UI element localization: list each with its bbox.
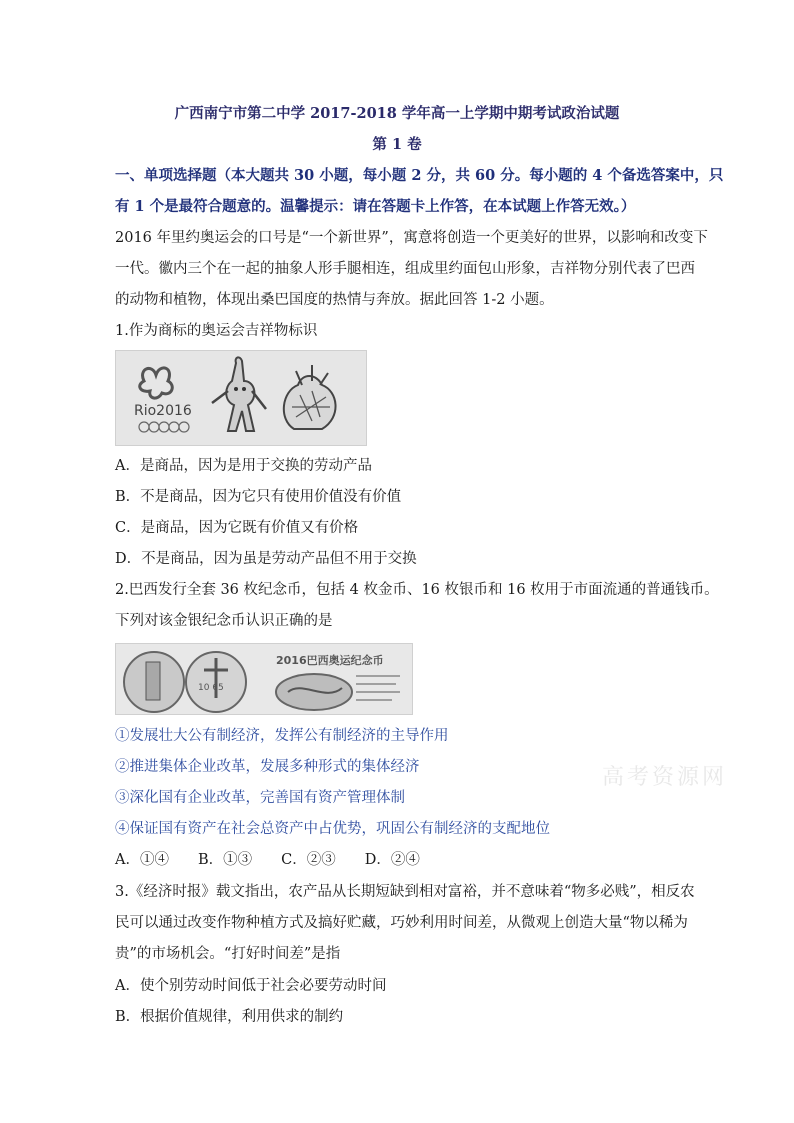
q3-stem-line2: 民可以通过改变作物种植方式及搞好贮藏，巧妙利用时间差，从微观上创造大量“物以稀为 bbox=[115, 915, 688, 931]
q3-stem-line1: 3.《经济时报》载文指出，农产品从长期短缺到相对富裕，并不意味着“物多必贱”，相反农 bbox=[115, 884, 695, 900]
q2-stem-line1: 2.巴西发行全套 36 枚纪念币，包括 4 枚金币、16 枚银币和 16 枚用于市面流通的普通钱币。 bbox=[115, 582, 719, 598]
q2-options: A．①④ B．①③ C．②③ D．②④ bbox=[115, 852, 420, 868]
section-heading-line1: 一、单项选择题（本大题共 30 小题，每小题 2 分，共 60 分。每小题的 4 个备选答案中，只 bbox=[115, 167, 724, 184]
intro-line-1: 2016 年里约奥运会的口号是“一个新世界”，寓意将创造一个更美好的世界，以影响和改变下 bbox=[115, 230, 708, 246]
q2-statement-2: ②推进集体企业改革，发展多种形式的集体经济 bbox=[115, 759, 420, 775]
coins-graphic bbox=[116, 644, 412, 714]
q1-option-d: D．不是商品，因为虽是劳动产品但不用于交换 bbox=[115, 551, 417, 567]
q1-option-b: B．不是商品，因为它只有使用价值没有价值 bbox=[115, 489, 402, 505]
q2-statement-4: ④保证国有资产在社会总资产中占优势，巩固公有制经济的支配地位 bbox=[115, 821, 550, 837]
exam-title: 广西南宁市第二中学 2017-2018 学年高一上学期中期考试政治试题 bbox=[174, 105, 620, 122]
rio-logo-graphic bbox=[116, 351, 366, 445]
watermark-text: 高考资源网 bbox=[602, 765, 728, 790]
q1-stem: 1.作为商标的奥运会吉祥物标识 bbox=[115, 323, 318, 339]
q1-option-c: C．是商品，因为它既有价值又有价格 bbox=[115, 520, 359, 536]
q3-stem-line3: 贵”的市场机会。“打好时间差”是指 bbox=[115, 946, 341, 962]
q2-statement-3: ③深化国有企业改革，完善国有资产管理体制 bbox=[115, 790, 405, 806]
section-heading-line2: 有 1 个是最符合题意的。温馨提示：请在答题卡上作答，在本试题上作答无效。） bbox=[115, 198, 636, 215]
svg-text:10 65: 10 65 bbox=[198, 683, 224, 693]
intro-line-2: 一代。徽内三个在一起的抽象人形手腿相连，组成里约面包山形象，吉祥物分别代表了巴西 bbox=[115, 261, 695, 277]
volume-label: 第 1 卷 bbox=[372, 136, 422, 153]
q1-option-a: A．是商品，因为是用于交换的劳动产品 bbox=[115, 458, 372, 474]
q3-option-a: A．使个别劳动时间低于社会必要劳动时间 bbox=[115, 978, 387, 994]
intro-line-3: 的动物和植物，体现出桑巴国度的热情与奔放。据此回答 1-2 小题。 bbox=[115, 292, 554, 308]
q2-stem-line2: 下列对该金银纪念币认识正确的是 bbox=[115, 613, 333, 629]
rio-logo-text: Rio2016 bbox=[134, 403, 192, 419]
q3-option-b: B．根据价值规律，利用供求的制约 bbox=[115, 1009, 344, 1025]
coin-image bbox=[115, 643, 413, 715]
q2-statement-1: ①发展壮大公有制经济，发挥公有制经济的主导作用 bbox=[115, 728, 449, 744]
coin-image-caption: 2016巴西奥运纪念币 bbox=[276, 654, 384, 667]
mascot-image bbox=[115, 350, 367, 446]
